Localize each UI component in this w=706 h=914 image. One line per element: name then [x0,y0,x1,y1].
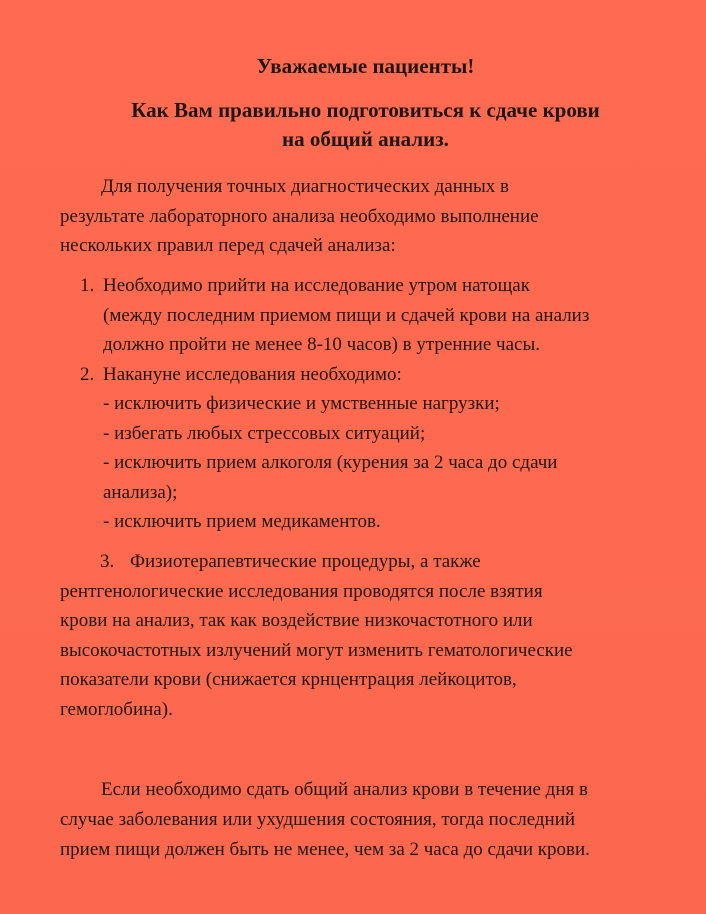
rule-line: Физиотерапевтические процедуры, а также [130,551,481,572]
rule-line: гемоглобина). [60,698,173,720]
rule-item-1 [80,271,700,360]
rule-line: должно пройти не менее 8-10 часов) в утренние часы. [103,334,540,355]
rule-line: крови на анализ, так как воздействие низкочастотного или [60,610,533,631]
rule-number: 3. [100,551,115,572]
rule-line: - исключить физические и умственные нагрузки; [103,393,500,414]
page-heading [0,96,706,154]
intro-line: результате лабораторного анализа необходимо выполнение [60,205,539,227]
note-line: случае заболевания или ухудшения состояния, тогда последний [60,809,576,830]
rule-line: Необходимо прийти на исследование утром натощак [103,275,530,296]
rule-item-3 [60,547,700,724]
rule-line: рентгенологические исследования проводятся после взятия [60,580,543,602]
rule-line: - избегать любых стрессовых ситуаций; [103,422,426,444]
intro-paragraph [60,172,700,261]
note-line: прием пищи должен быть не менее, чем за 2 часа до сдачи крови. [60,839,590,860]
rule-line: показатели крови (снижается крнцентрация лейкоцитов, [60,669,517,690]
rule-line: высокочастотных излучений могут изменить гематологические [60,639,573,661]
rule-number: 2. [80,363,95,385]
intro-line: нескольких правил перед сдачей анализа: [60,235,396,256]
rules-list [80,271,700,537]
greeting-title: Уважаемые пациенты! [256,54,475,78]
rule-line: анализа); [103,481,178,503]
rule-line: (между последним приемом пищи и сдачей крови на анализ [103,304,590,326]
rule-number: 1. [80,275,95,296]
note-line: Если необходимо сдать общий анализ крови в течение дня в [101,779,588,800]
heading-line-1: Как Вам правильно подготовиться к сдаче крови [131,98,600,122]
closing-note [60,775,700,865]
rule-line: - исключить прием алкоголя (курения за 2 часа до сдачи [103,452,558,473]
rule-item-2 [80,360,700,537]
rule-line: Накануне исследования необходимо: [103,363,402,385]
rule-line: - исключить прием медикаментов. [103,511,381,532]
intro-line: Для получения точных диагностических данных в [101,176,510,197]
heading-line-2: на общий анализ. [282,127,449,151]
